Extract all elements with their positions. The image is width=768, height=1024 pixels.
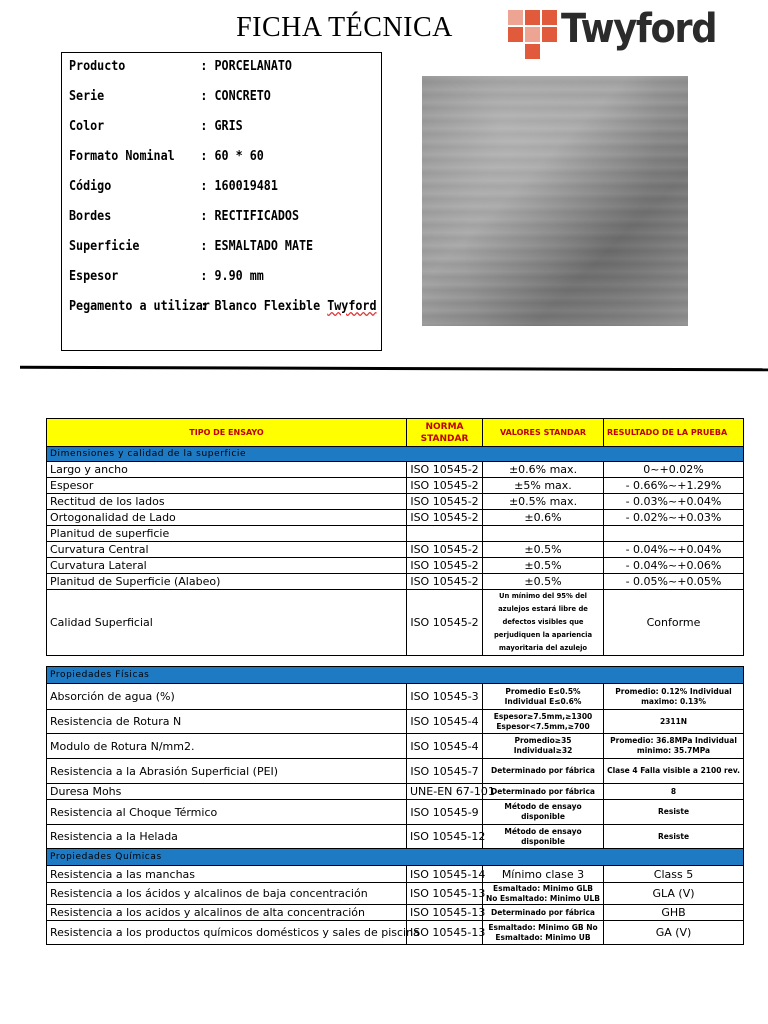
cell-resultado: 8 bbox=[604, 784, 744, 800]
spec-label: Código bbox=[69, 179, 112, 194]
spec-value: : 60 * 60 bbox=[200, 149, 264, 164]
cell-resultado: - 0.04%~+0.06% bbox=[604, 558, 744, 574]
cell-resultado: - 0.66%~+1.29% bbox=[604, 478, 744, 494]
spec-label: Producto bbox=[69, 59, 126, 74]
table-row bbox=[47, 784, 744, 800]
cell-norma: ISO 10545-13 bbox=[407, 921, 483, 945]
cell-name: Curvatura Lateral bbox=[47, 558, 407, 574]
cell-resultado: GLA (V) bbox=[604, 883, 744, 905]
brand-name: Twyford bbox=[561, 6, 717, 52]
table-row bbox=[47, 825, 744, 849]
cell-name: Resistencia a la Helada bbox=[47, 825, 407, 849]
cell-valor: Un mínimo del 95% del azulejos estará libre de defectos visibles que perjudiquen la apariencia mayoritaria del azulejo bbox=[483, 590, 604, 656]
cell-norma: ISO 10545-2 bbox=[407, 590, 483, 656]
cell-norma: ISO 10545-12 bbox=[407, 825, 483, 849]
cell-name: Resistencia a las manchas bbox=[47, 866, 407, 883]
cell-valor: Promedio E≤0.5% Individual E≤0.6% bbox=[483, 684, 604, 710]
cell-name: Espesor bbox=[47, 478, 407, 494]
cell-resultado: Conforme bbox=[604, 590, 744, 656]
table-row bbox=[47, 542, 744, 558]
table-row bbox=[47, 510, 744, 526]
cell-valor: ±0.5% bbox=[483, 558, 604, 574]
table-row bbox=[47, 710, 744, 734]
cell-name: Resistencia a los ácidos y alcalinos de baja concentración bbox=[47, 883, 407, 905]
cell-name: Resistencia al Choque Térmico bbox=[47, 800, 407, 825]
cell-norma: ISO 10545-2 bbox=[407, 478, 483, 494]
cell-name: Planitud de Superficie (Alabeo) bbox=[47, 574, 407, 590]
cell-norma: ISO 10545-4 bbox=[407, 710, 483, 734]
cell-valor: ±0.6% bbox=[483, 510, 604, 526]
divider-line bbox=[20, 366, 768, 372]
table-row bbox=[47, 734, 744, 759]
table-row bbox=[47, 883, 744, 905]
dimensions-table bbox=[46, 418, 744, 656]
cell-name: Resistencia a los acidos y alcalinos de alta concentración bbox=[47, 905, 407, 921]
properties-table bbox=[46, 666, 744, 945]
cell-valor: Determinado por fábrica bbox=[483, 759, 604, 784]
cell-name: Curvatura Central bbox=[47, 542, 407, 558]
table-row bbox=[47, 590, 744, 656]
cell-name: Modulo de Rotura N/mm2. bbox=[47, 734, 407, 759]
cell-name: Rectitud de los lados bbox=[47, 494, 407, 510]
cell-norma: ISO 10545-2 bbox=[407, 574, 483, 590]
cell-valor: Determinado por fábrica bbox=[483, 905, 604, 921]
cell-name: Resistencia a los productos químicos domésticos y sales de piscina bbox=[47, 921, 407, 945]
tile-sample-image bbox=[422, 76, 688, 326]
cell-norma: ISO 10545-13 bbox=[407, 905, 483, 921]
cell-norma: ISO 10545-2 bbox=[407, 462, 483, 478]
cell-valor: ±5% max. bbox=[483, 478, 604, 494]
cell-name: Calidad Superficial bbox=[47, 590, 407, 656]
spec-label: Espesor bbox=[69, 269, 119, 284]
cell-name: Largo y ancho bbox=[47, 462, 407, 478]
cell-resultado: Resiste bbox=[604, 800, 744, 825]
logo-squares-icon bbox=[508, 10, 558, 58]
cell-valor bbox=[483, 526, 604, 542]
cell-norma: ISO 10545-4 bbox=[407, 734, 483, 759]
header-norma: NORMA STANDAR bbox=[407, 419, 483, 447]
table-header-row bbox=[47, 419, 744, 447]
cell-resultado: - 0.02%~+0.03% bbox=[604, 510, 744, 526]
cell-norma: UNE-EN 67-101 bbox=[407, 784, 483, 800]
cell-resultado: 0~+0.02% bbox=[604, 462, 744, 478]
cell-norma: ISO 10545-2 bbox=[407, 494, 483, 510]
section-title: Propiedades Físicas bbox=[47, 667, 744, 684]
table-row bbox=[47, 684, 744, 710]
cell-resultado: - 0.04%~+0.04% bbox=[604, 542, 744, 558]
table-row bbox=[47, 494, 744, 510]
header-valores: VALORES STANDAR bbox=[483, 419, 604, 447]
section-header bbox=[47, 447, 744, 462]
cell-norma: ISO 10545-2 bbox=[407, 510, 483, 526]
section-header bbox=[47, 667, 744, 684]
cell-norma: ISO 10545-7 bbox=[407, 759, 483, 784]
spec-value: : RECTIFICADOS bbox=[200, 209, 300, 224]
cell-name: Ortogonalidad de Lado bbox=[47, 510, 407, 526]
table-row bbox=[47, 478, 744, 494]
cell-valor: Esmaltado: Minimo GLB No Esmaltado: Minimo ULB bbox=[483, 883, 604, 905]
cell-valor: Esmaltado: Minimo GB No Esmaltado: Minimo UB bbox=[483, 921, 604, 945]
spec-value-brand: Twyford bbox=[327, 299, 377, 314]
spec-value: : GRIS bbox=[200, 119, 243, 134]
spec-label: Pegamento a utilizar bbox=[69, 299, 210, 314]
spec-label: Superficie bbox=[69, 239, 140, 254]
spec-box bbox=[61, 52, 382, 351]
table-row bbox=[47, 905, 744, 921]
cell-norma: ISO 10545-3 bbox=[407, 684, 483, 710]
section-title: Dimensiones y calidad de la superficie bbox=[47, 447, 744, 462]
cell-valor: Método de ensayo disponible bbox=[483, 825, 604, 849]
section-header bbox=[47, 849, 744, 866]
spec-value: : 160019481 bbox=[200, 179, 278, 194]
cell-resultado: Promedio: 0.12% Individual maximo: 0.13% bbox=[604, 684, 744, 710]
cell-valor: Determinado por fábrica bbox=[483, 784, 604, 800]
cell-resultado: - 0.03%~+0.04% bbox=[604, 494, 744, 510]
spec-value: : 9.90 mm bbox=[200, 269, 264, 284]
cell-norma: ISO 10545-14 bbox=[407, 866, 483, 883]
spec-label: Bordes bbox=[69, 209, 112, 224]
page-title: FICHA TÉCNICA bbox=[236, 12, 453, 43]
cell-name: Resistencia a la Abrasión Superficial (PEI) bbox=[47, 759, 407, 784]
table-row bbox=[47, 574, 744, 590]
cell-valor: Promedio≥35 Individual≥32 bbox=[483, 734, 604, 759]
cell-valor: Mínimo clase 3 bbox=[483, 866, 604, 883]
cell-norma: ISO 10545-9 bbox=[407, 800, 483, 825]
table-row bbox=[47, 526, 744, 542]
cell-valor: ±0.5% bbox=[483, 574, 604, 590]
cell-resultado: Resiste bbox=[604, 825, 744, 849]
brand-logo bbox=[508, 8, 718, 60]
cell-name: Resistencia de Rotura N bbox=[47, 710, 407, 734]
spec-label: Serie bbox=[69, 89, 105, 104]
cell-valor: Método de ensayo disponible bbox=[483, 800, 604, 825]
cell-resultado: - 0.05%~+0.05% bbox=[604, 574, 744, 590]
spec-label: Color bbox=[69, 119, 105, 134]
spec-value-text: : Blanco Flexible bbox=[200, 299, 321, 314]
cell-resultado: Class 5 bbox=[604, 866, 744, 883]
cell-resultado: GHB bbox=[604, 905, 744, 921]
table-row bbox=[47, 866, 744, 883]
cell-resultado: 2311N bbox=[604, 710, 744, 734]
cell-valor: ±0.5% bbox=[483, 542, 604, 558]
cell-norma bbox=[407, 526, 483, 542]
cell-valor: ±0.6% max. bbox=[483, 462, 604, 478]
section-title: Propiedades Químicas bbox=[47, 849, 744, 866]
cell-resultado: Promedio: 36.8MPa Individual minimo: 35.7MPa bbox=[604, 734, 744, 759]
cell-norma: ISO 10545-2 bbox=[407, 542, 483, 558]
cell-norma: ISO 10545-13 bbox=[407, 883, 483, 905]
table-row bbox=[47, 800, 744, 825]
table-row bbox=[47, 759, 744, 784]
cell-name: Duresa Mohs bbox=[47, 784, 407, 800]
table-row bbox=[47, 558, 744, 574]
cell-name: Planitud de superficie bbox=[47, 526, 407, 542]
cell-resultado: GA (V) bbox=[604, 921, 744, 945]
spec-value bbox=[200, 299, 376, 314]
table-row bbox=[47, 462, 744, 478]
spec-value: : PORCELANATO bbox=[200, 59, 292, 74]
spec-value: : ESMALTADO MATE bbox=[200, 239, 314, 254]
cell-resultado: Clase 4 Falla visible a 2100 rev. bbox=[604, 759, 744, 784]
cell-valor: Espesor≥7.5mm,≥1300 Espesor<7.5mm,≥700 bbox=[483, 710, 604, 734]
header-tipo: TIPO DE ENSAYO bbox=[47, 419, 407, 447]
cell-valor: ±0.5% max. bbox=[483, 494, 604, 510]
header-resultado: RESULTADO DE LA PRUEBA bbox=[604, 419, 744, 447]
cell-norma: ISO 10545-2 bbox=[407, 558, 483, 574]
cell-resultado bbox=[604, 526, 744, 542]
table-row bbox=[47, 921, 744, 945]
cell-name: Absorción de agua (%) bbox=[47, 684, 407, 710]
spec-value: : CONCRETO bbox=[200, 89, 271, 104]
spec-label: Formato Nominal bbox=[69, 149, 175, 164]
